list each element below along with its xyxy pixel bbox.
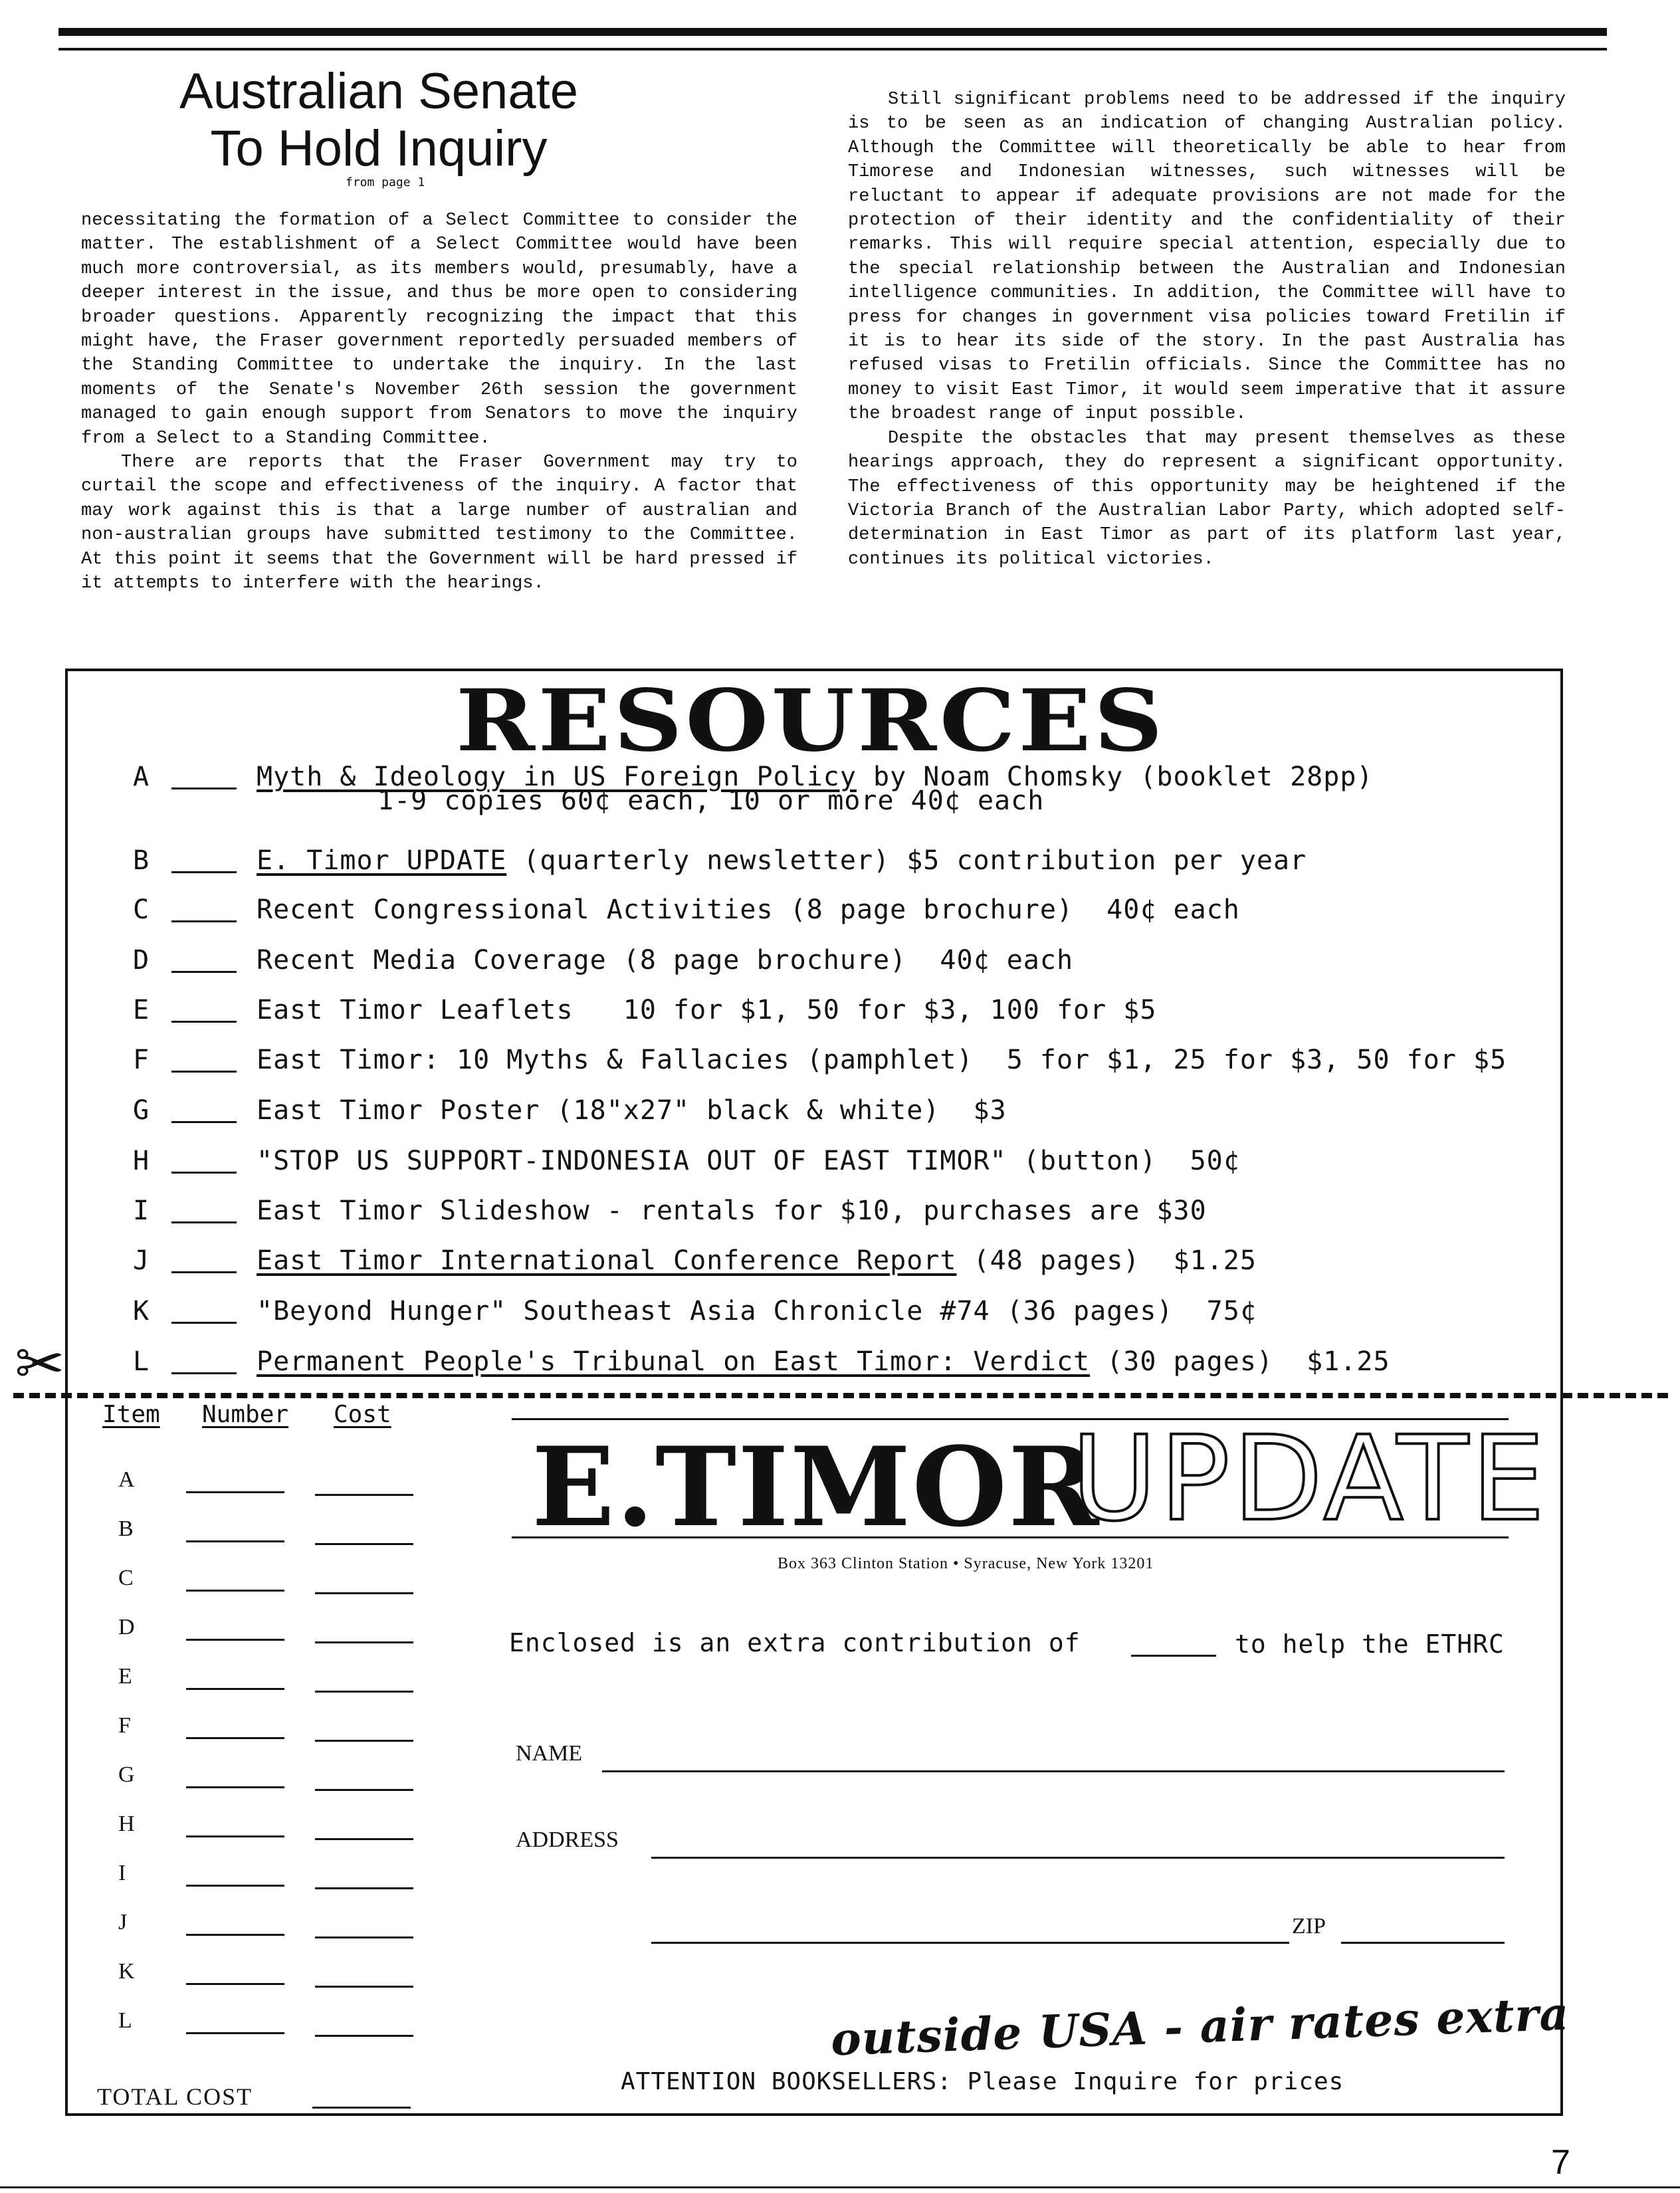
article-title-line1: Australian Senate: [179, 63, 578, 120]
order-item-letter: L: [118, 2008, 132, 2033]
resource-item-d: [133, 944, 1073, 977]
order-cost-field[interactable]: [315, 1936, 413, 1938]
contribution-suffix: to help the ETHRC: [1235, 1629, 1505, 1659]
order-number-field[interactable]: [186, 1590, 284, 1592]
order-cost-field[interactable]: [315, 2035, 413, 2037]
order-cost-field[interactable]: [315, 1887, 413, 1889]
order-item-letter: C: [118, 1566, 134, 1590]
article-paragraph: necessitating the formation of a Select Committee to consider the matter. The establishment of a Select Committee would have been much more controversial, as its members would, presumably, have a deeper interest in the issue, and thus be more open to considering broader questions. Apparently recognizing the impact that this might have, the Fraser government reportedly persuaded members of the Standing Committee to undertake the inquiry. In the last moments of the Senate's November 26th session the government managed to gain enough support from Senators to move the inquiry from a Select to a Standing Committee.: [81, 211, 797, 449]
resource-letter: F: [133, 1045, 150, 1075]
resources-title: RESOURCES: [455, 671, 1166, 771]
resource-letter: G: [133, 1095, 150, 1126]
resource-item-e: [133, 993, 1156, 1027]
resource-item-h: [133, 1144, 1240, 1178]
col-header-cost: Cost: [334, 1401, 391, 1428]
resource-details: Recent Media Coverage (8 page brochure) 40¢ each: [257, 945, 1074, 976]
total-cost-label: TOTAL COST: [97, 2083, 253, 2110]
order-number-field[interactable]: [186, 1639, 284, 1641]
resource-details: East Timor: 10 Myths & Fallacies (pamphlet) 5 for $1, 25 for $3, 50 for $5: [257, 1045, 1507, 1075]
resource-details: (quarterly newsletter) $5 contribution per year: [506, 845, 1307, 876]
resource-details: Recent Congressional Activities (8 page brochure) 40¢ each: [257, 894, 1240, 925]
resource-details: East Timor Slideshow - rentals for $10, purchases are $30: [257, 1196, 1207, 1226]
resource-letter: C: [133, 894, 150, 925]
order-number-field[interactable]: [186, 1983, 284, 1985]
logo-etimor: E.TIMOR: [532, 1423, 1101, 1551]
resource-details: "STOP US SUPPORT-INDONESIA OUT OF EAST TIMOR" (button) 50¢: [257, 1146, 1240, 1176]
handwritten-note: outside USA - air rates extra: [829, 1987, 1570, 2067]
resource-quantity-blank[interactable]: [171, 765, 237, 789]
order-cost-field[interactable]: [315, 1592, 413, 1594]
order-number-field[interactable]: [186, 1934, 284, 1936]
col-header-item: Item: [102, 1401, 160, 1428]
order-item-letter: I: [118, 1861, 126, 1885]
resource-item-c: [133, 893, 1240, 926]
cut-line: [13, 1393, 1668, 1398]
resource-quantity-blank[interactable]: [171, 1199, 237, 1223]
resource-quantity-blank[interactable]: [171, 1350, 237, 1374]
resource-details: East Timor Leaflets 10 for $1, 50 for $3, 100 for $5: [257, 995, 1157, 1025]
order-cost-field[interactable]: [315, 1641, 413, 1643]
top-rule-thin: [58, 48, 1607, 51]
bottom-rule: [0, 2186, 1680, 2188]
order-number-field[interactable]: [186, 1737, 284, 1739]
resource-quantity-blank[interactable]: [171, 1249, 237, 1273]
order-cost-field[interactable]: [315, 1691, 413, 1693]
resource-letter: H: [133, 1146, 150, 1176]
resource-details: (30 pages) $1.25: [1090, 1346, 1390, 1377]
article-column-1: [81, 209, 797, 596]
resource-details: (48 pages) $1.25: [956, 1245, 1257, 1276]
logo-update: UPDATE: [1071, 1411, 1548, 1547]
order-cost-field[interactable]: [315, 1838, 413, 1840]
item-a-pricing: 1-9 copies 60¢ each, 10 or more 40¢ each: [377, 785, 1045, 816]
resource-quantity-blank[interactable]: [171, 898, 237, 922]
contribution-amount-field[interactable]: [1131, 1655, 1216, 1657]
resource-letter: I: [133, 1196, 150, 1226]
name-label: NAME: [516, 1741, 583, 1766]
address-label: ADDRESS: [516, 1828, 619, 1852]
resource-details: by Noam Chomsky (booklet 28pp): [856, 762, 1374, 792]
article-paragraph: Still significant problems need to be addressed if the inquiry is to be seen as an indication of changing Australian policy. Although the Committee will theoretically be able to hear from Timorese and Indonesian witnesses, such witnesses will be reluctant to appear if adequate provisions are not made for the protection of their identity and the confidentiality of their remarks. This will require special attention, especially due to the special relationship between the Australian and Indonesian intelligence communities. In addition, the Committee will have to press for changes in government visa policies toward Fretilin if it is to hear its side of the story. In the past Australia has refused visas to Fretilin officials. Since the Committee has no money to visit East Timor, it would seem imperative that it assure the broadest range of input possible.: [848, 90, 1566, 425]
page-number: 7: [1551, 2143, 1570, 2182]
top-rule: [58, 28, 1607, 36]
order-item-letter: E: [118, 1664, 132, 1689]
resource-item-b: [133, 844, 1307, 877]
resource-letter: A: [133, 762, 150, 792]
resource-details: East Timor Poster (18"x27" black & white) $3: [257, 1095, 1007, 1126]
resource-quantity-blank[interactable]: [171, 1048, 237, 1073]
resource-letter: L: [133, 1346, 150, 1377]
logo-rule-bottom: [512, 1536, 1509, 1538]
total-cost-field[interactable]: [312, 2107, 411, 2109]
resource-item-k: [133, 1295, 1257, 1328]
order-cost-field[interactable]: [315, 1789, 413, 1791]
resource-item-j: [133, 1244, 1257, 1277]
order-number-field[interactable]: [186, 1885, 284, 1887]
resource-item-l: [133, 1345, 1390, 1378]
resource-letter: E: [133, 995, 150, 1025]
zip-field[interactable]: [1341, 1942, 1505, 1944]
resource-quantity-blank[interactable]: [171, 849, 237, 873]
resource-letter: D: [133, 945, 150, 976]
from-page-note: from page 1: [346, 175, 425, 189]
address-line-2-field[interactable]: [651, 1942, 1289, 1944]
order-cost-field[interactable]: [315, 1740, 413, 1742]
mailing-address: Box 363 Clinton Station • Syracuse, New York 13201: [778, 1555, 1154, 1572]
resource-title: Permanent People's Tribunal on East Timor: Verdict: [257, 1346, 1091, 1377]
order-cost-field[interactable]: [315, 1986, 413, 1988]
resource-title: E. Timor UPDATE: [257, 845, 507, 876]
order-item-letter: B: [118, 1516, 134, 1541]
resource-title: Myth & Ideology in US Foreign Policy: [257, 762, 857, 792]
address-field[interactable]: [651, 1857, 1505, 1859]
article-paragraph: There are reports that the Fraser Government may try to curtail the scope and effectiveness of the inquiry. A factor that may work against this is that a large number of australian and non-australian groups have submitted testimony to the Committee. At this point it seems that the Government will be hard pressed if it attempts to interfere with the hearings.: [81, 453, 797, 594]
resource-item-i: [133, 1194, 1207, 1227]
order-item-letter: H: [118, 1812, 135, 1836]
resource-letter: B: [133, 845, 150, 876]
resource-item-g: [133, 1094, 1007, 1127]
order-number-field[interactable]: [186, 1491, 284, 1493]
name-field[interactable]: [602, 1770, 1505, 1772]
resource-letter: K: [133, 1296, 150, 1326]
article-paragraph: Despite the obstacles that may present themselves as these hearings approach, they do represent a significant opportunity. The effectiveness of this opportunity may be heightened if the Victoria Branch of the Australian Labor Party, which adopted self-determination in East Timor as part of its platform last year, continues its political victories.: [848, 428, 1566, 570]
order-number-field[interactable]: [186, 2032, 284, 2034]
resource-title: East Timor International Conference Report: [257, 1245, 957, 1276]
order-number-field[interactable]: [186, 1786, 284, 1788]
order-number-field[interactable]: [186, 1835, 284, 1837]
order-item-letter: D: [118, 1615, 135, 1639]
scissors-icon: ✂: [15, 1329, 65, 1399]
article-column-2: [848, 88, 1566, 572]
resource-quantity-blank[interactable]: [171, 1299, 237, 1324]
contribution-prefix: Enclosed is an extra contribution of: [509, 1628, 1081, 1657]
order-number-field[interactable]: [186, 1540, 284, 1542]
resource-item-f: [133, 1043, 1507, 1077]
col-header-number: Number: [202, 1401, 289, 1428]
resource-details: "Beyond Hunger" Southeast Asia Chronicle #74 (36 pages) 75¢: [257, 1296, 1257, 1326]
resource-quantity-blank[interactable]: [171, 1098, 237, 1123]
order-cost-field[interactable]: [315, 1494, 413, 1496]
article-title-line2: To Hold Inquiry: [210, 120, 548, 177]
order-item-letter: F: [118, 1713, 131, 1738]
resource-quantity-blank[interactable]: [171, 1149, 237, 1174]
resource-quantity-blank[interactable]: [171, 948, 237, 973]
resources-box: [65, 669, 1563, 2116]
zip-label: ZIP: [1292, 1914, 1326, 1938]
order-item-letter: J: [118, 1910, 128, 1934]
order-item-letter: G: [118, 1762, 135, 1787]
order-item-letter: A: [118, 1467, 135, 1492]
order-cost-field[interactable]: [315, 1543, 413, 1545]
order-number-field[interactable]: [186, 1688, 284, 1690]
booksellers-note: ATTENTION BOOKSELLERS: Please Inquire for prices: [621, 2068, 1344, 2095]
order-item-letter: K: [118, 1959, 135, 1984]
resource-letter: J: [133, 1245, 150, 1276]
resource-quantity-blank[interactable]: [171, 998, 237, 1023]
